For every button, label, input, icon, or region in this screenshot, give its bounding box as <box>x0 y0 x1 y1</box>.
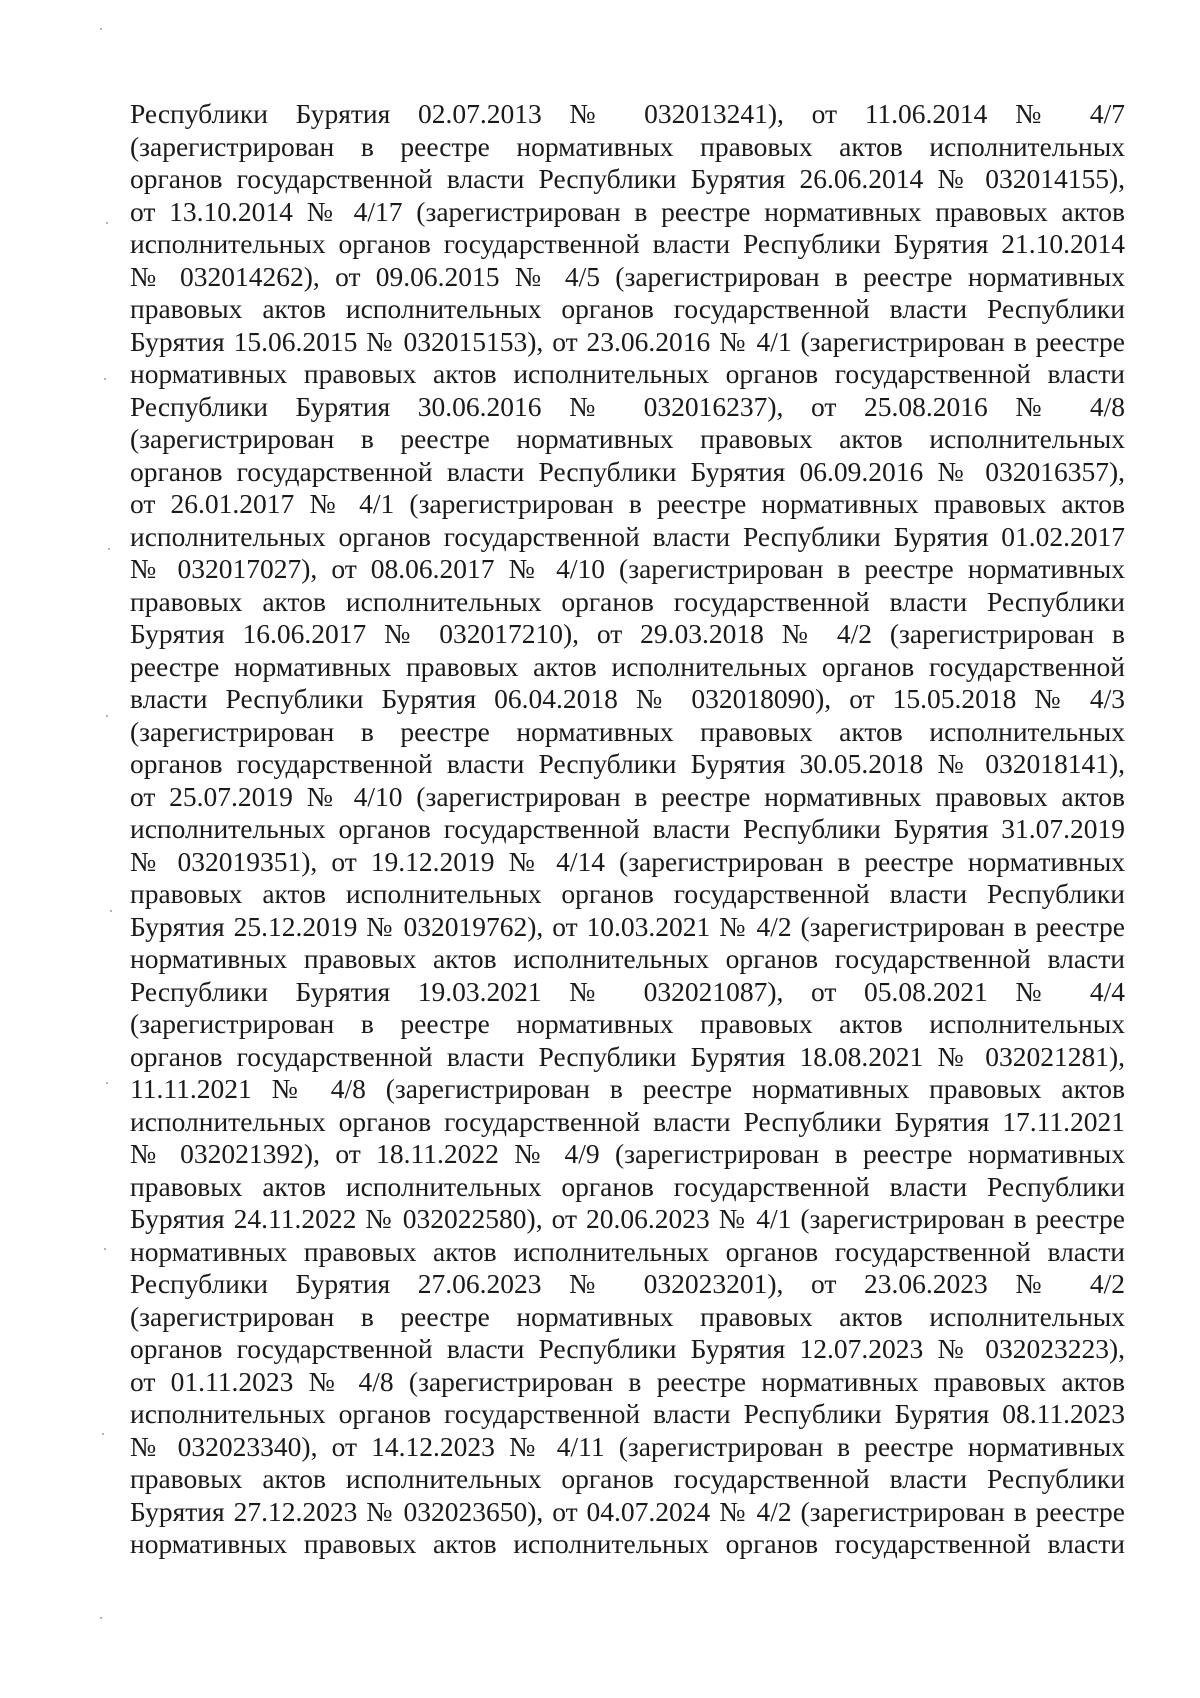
text-line: нормативных правовых актов исполнительных органов государственной власти <box>130 1235 1125 1267</box>
scan-speck <box>106 1082 108 1084</box>
text-line: № 032021392), от 18.11.2022 № 4/9 (зарегистрирован в реестре нормативных <box>130 1138 1125 1169</box>
text-line: (зарегистрирован в реестре нормативных правовых актов исполнительных <box>130 130 1125 162</box>
text-line: органов государственной власти Республики Бурятия 12.07.2023 № 032023223), <box>130 1333 1125 1364</box>
text-line: правовых актов исполнительных органов государственной власти Республики <box>130 293 1125 324</box>
text-line: исполнительных органов государственной власти Республики Бурятия 17.11.2021 <box>130 1105 1125 1137</box>
text-line: от 25.07.2019 № 4/10 (зарегистрирован в реестре нормативных правовых актов <box>130 780 1125 812</box>
text-line: Бурятия 15.06.2015 № 032015153), от 23.06.2016 № 4/1 (зарегистрирован в реестре <box>130 325 1125 357</box>
scan-speck <box>104 378 106 380</box>
scan-speck <box>106 715 108 717</box>
text-line: Бурятия 24.11.2022 № 032022580), от 20.06.2023 № 4/1 (зарегистрирован в реестре <box>130 1203 1125 1234</box>
text-line: органов государственной власти Республики Бурятия 18.08.2021 № 032021281), <box>130 1040 1125 1072</box>
scan-speck <box>100 1617 102 1619</box>
scan-speck <box>108 548 110 550</box>
text-line: Республики Бурятия 27.06.2023 № 032023201), от 23.06.2023 № 4/2 <box>130 1268 1125 1299</box>
text-line: исполнительных органов государственной власти Республики Бурятия 01.02.2017 <box>130 520 1125 552</box>
text-line: Республики Бурятия 19.03.2021 № 032021087), от 05.08.2021 № 4/4 <box>130 975 1125 1007</box>
text-line: 11.11.2021 № 4/8 (зарегистрирован в реестре нормативных правовых актов <box>130 1073 1125 1104</box>
text-line: исполнительных органов государственной власти Республики Бурятия 21.10.2014 <box>130 228 1125 259</box>
scan-speck <box>100 28 102 30</box>
scan-speck <box>102 1433 104 1435</box>
text-line: правовых актов исполнительных органов государственной власти Республики <box>130 878 1125 909</box>
text-line: № 032014262), от 09.06.2015 № 4/5 (зарегистрирован в реестре нормативных <box>130 260 1125 292</box>
text-line: реестре нормативных правовых актов исполнительных органов государственной <box>130 650 1125 682</box>
text-line: нормативных правовых актов исполнительных органов государственной власти <box>130 1528 1125 1559</box>
text-line: власти Республики Бурятия 06.04.2018 № 032018090), от 15.05.2018 № 4/3 <box>130 683 1125 714</box>
text-line: органов государственной власти Республики Бурятия 06.09.2016 № 032016357), <box>130 455 1125 487</box>
text-line: (зарегистрирован в реестре нормативных правовых актов исполнительных <box>130 715 1125 747</box>
text-line: нормативных правовых актов исполнительных органов государственной власти <box>130 943 1125 974</box>
text-line: правовых актов исполнительных органов государственной власти Республики <box>130 585 1125 617</box>
text-line: Бурятия 16.06.2017 № 032017210), от 29.03.2018 № 4/2 (зарегистрирован в <box>130 618 1125 649</box>
text-line: органов государственной власти Республики Бурятия 26.06.2014 № 032014155), <box>130 163 1125 194</box>
text-line: (зарегистрирован в реестре нормативных правовых актов исполнительных <box>130 1300 1125 1332</box>
text-line: от 26.01.2017 № 4/1 (зарегистрирован в реестре нормативных правовых актов <box>130 488 1125 519</box>
text-line: № 032023340), от 14.12.2023 № 4/11 (зарегистрирован в реестре нормативных <box>130 1430 1125 1462</box>
scan-speck <box>106 222 108 224</box>
text-line: правовых актов исполнительных органов государственной власти Республики <box>130 1463 1125 1494</box>
scan-speck <box>110 910 112 912</box>
text-line: (зарегистрирован в реестре нормативных правовых актов исполнительных <box>130 423 1125 454</box>
text-line: органов государственной власти Республики Бурятия 30.05.2018 № 032018141), <box>130 748 1125 779</box>
text-line: (зарегистрирован в реестре нормативных правовых актов исполнительных <box>130 1008 1125 1039</box>
text-line: от 01.11.2023 № 4/8 (зарегистрирован в реестре нормативных правовых актов <box>130 1365 1125 1397</box>
text-line: Бурятия 27.12.2023 № 032023650), от 04.07.2024 № 4/2 (зарегистрирован в реестре <box>130 1495 1125 1527</box>
text-line: нормативных правовых актов исполнительных органов государственной власти <box>130 358 1125 389</box>
text-line: Республики Бурятия 02.07.2013 № 032013241), от 11.06.2014 № 4/7 <box>130 98 1125 129</box>
text-line: исполнительных органов государственной власти Республики Бурятия 31.07.2019 <box>130 813 1125 844</box>
scan-speck <box>104 1248 106 1250</box>
text-line: исполнительных органов государственной власти Республики Бурятия 08.11.2023 <box>130 1398 1125 1429</box>
text-line: Республики Бурятия 30.06.2016 № 032016237), от 25.08.2016 № 4/8 <box>130 390 1125 422</box>
text-line: № 032019351), от 19.12.2019 № 4/14 (зарегистрирован в реестре нормативных <box>130 845 1125 877</box>
document-body <box>130 98 1125 1561</box>
text-line: № 032017027), от 08.06.2017 № 4/10 (зарегистрирован в реестре нормативных <box>130 553 1125 584</box>
text-line: от 13.10.2014 № 4/17 (зарегистрирован в реестре нормативных правовых актов <box>130 195 1125 227</box>
text-line: Бурятия 25.12.2019 № 032019762), от 10.03.2021 № 4/2 (зарегистрирован в реестре <box>130 910 1125 942</box>
text-line: правовых актов исполнительных органов государственной власти Республики <box>130 1170 1125 1202</box>
